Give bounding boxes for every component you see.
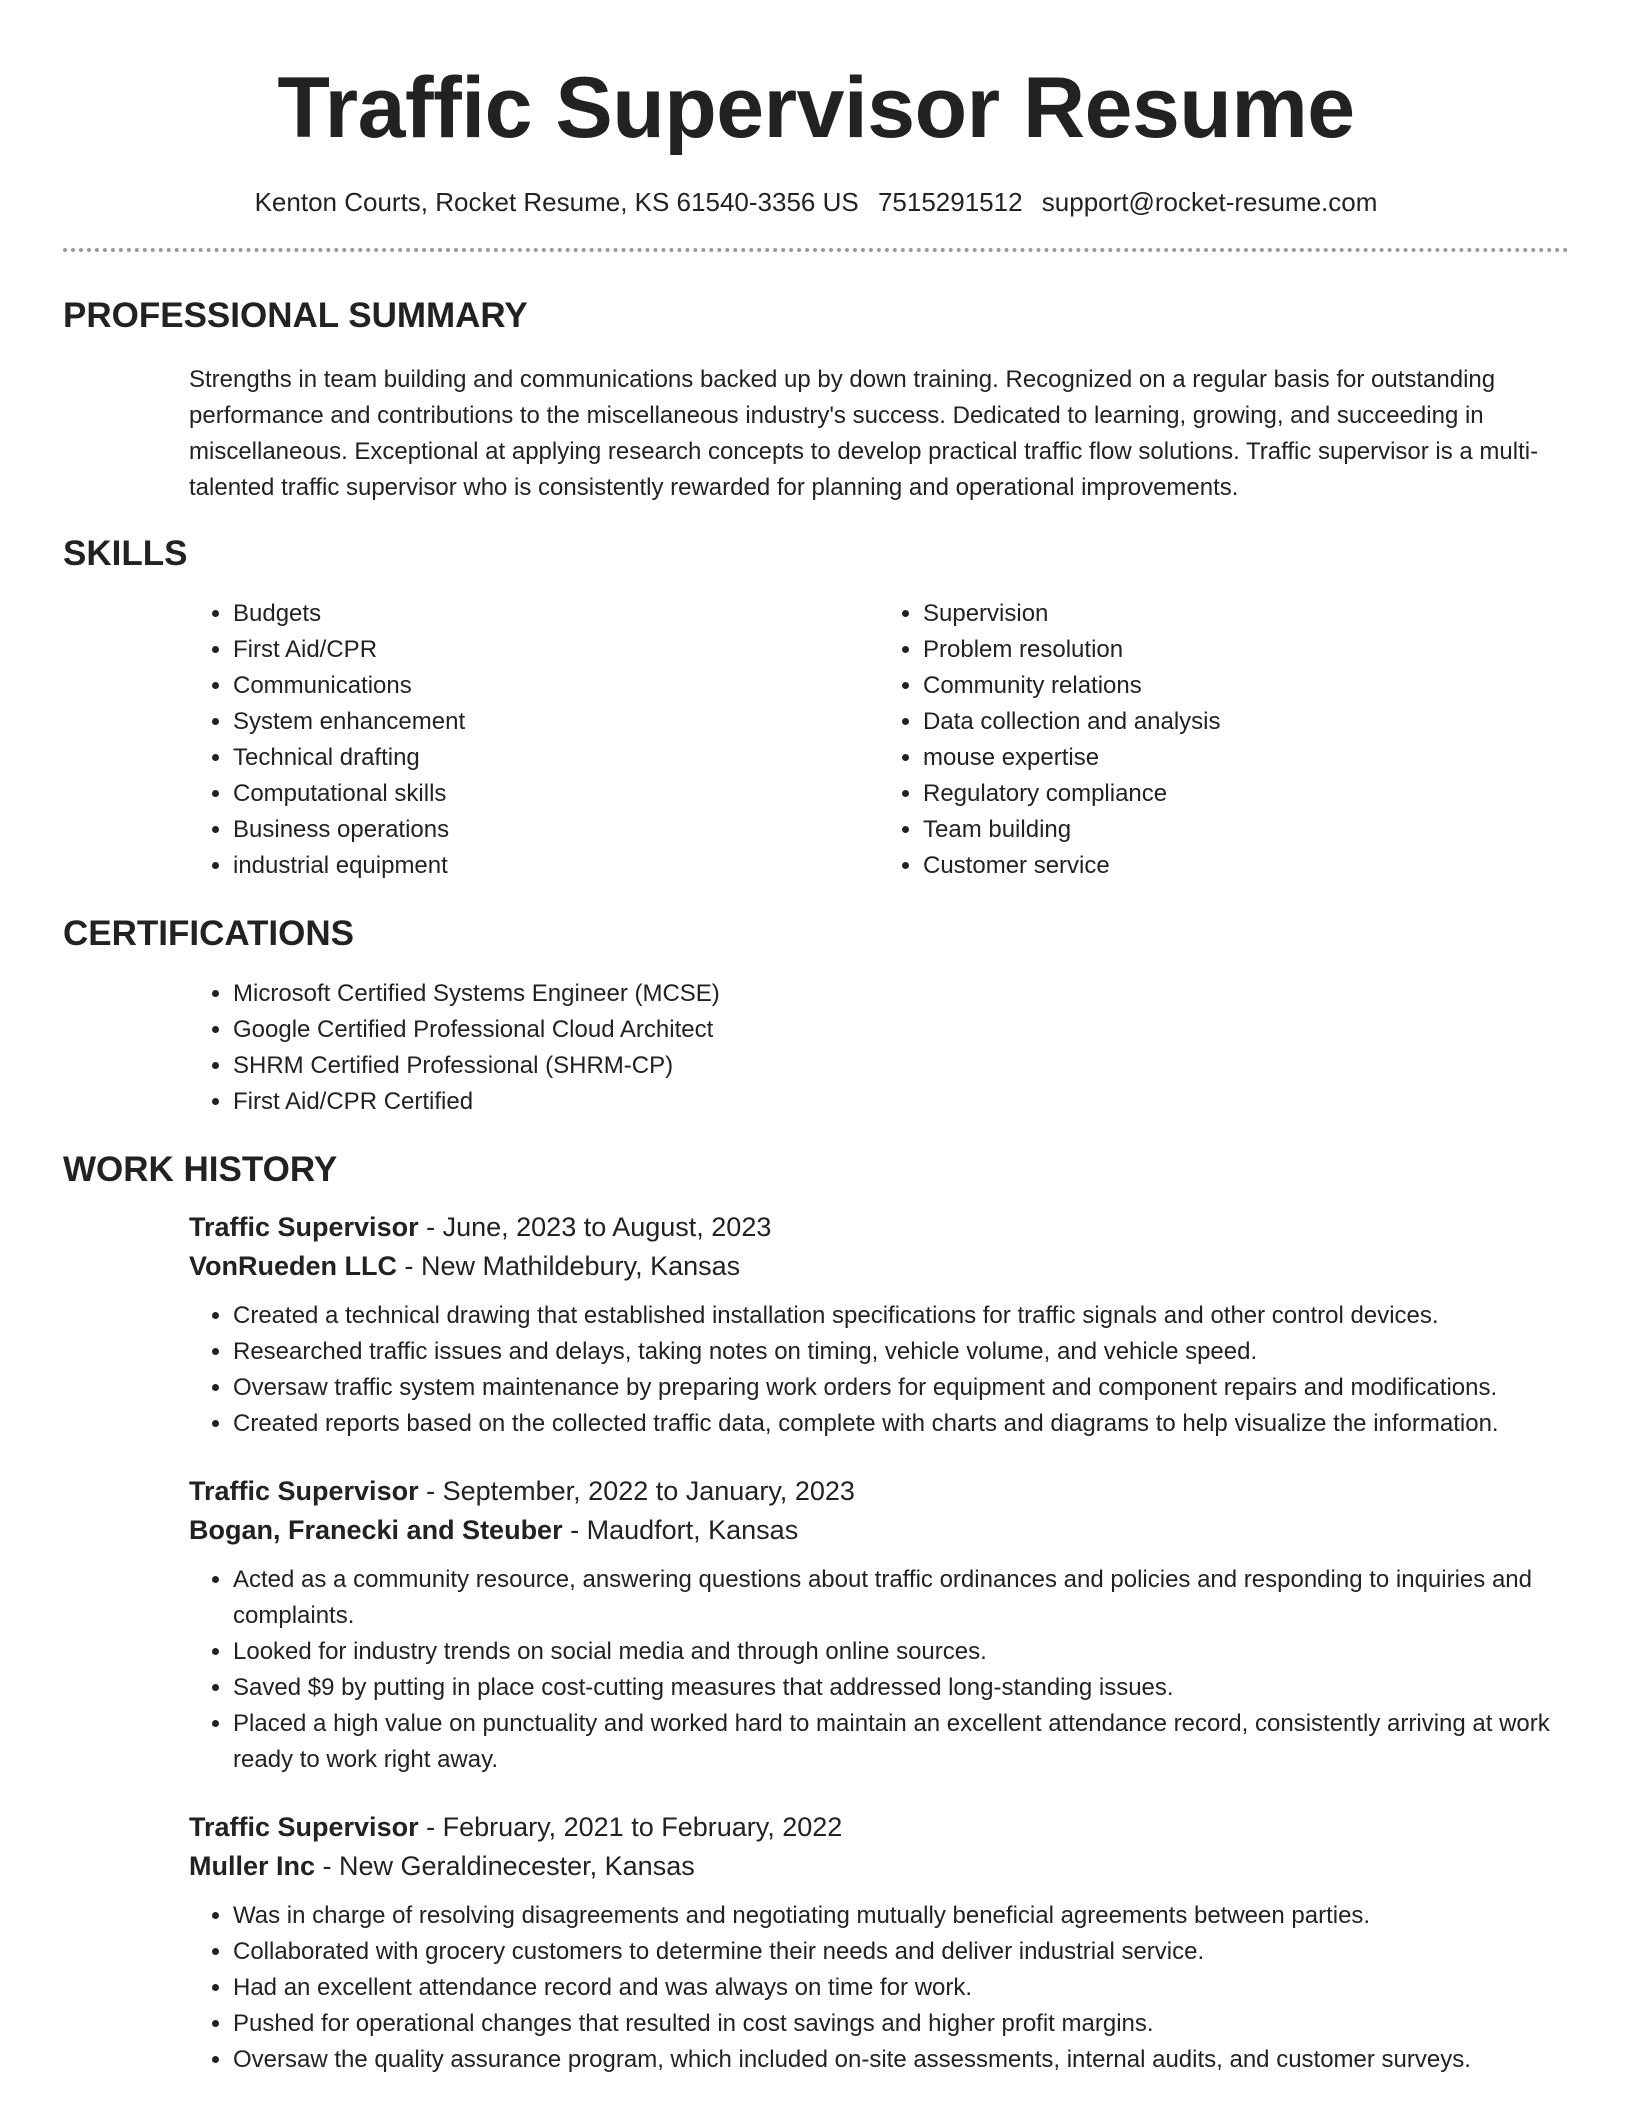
- resume-title: Traffic Supervisor Resume: [277, 60, 1355, 156]
- job-location: - New Mathildebury, Kansas: [396, 1251, 741, 1281]
- skill-item: • Computational skills: [233, 776, 879, 812]
- summary-text: Strengths in team building and communications backed up by down training. Recognized on a regular basis for outstanding performance and contributions to the miscellaneous industry's success. Dedicated to learning, growing, and succeeding in miscellaneous. Exceptional at applying research concepts to develop practical traffic flow solutions. Traffic supervisor is a multi-talented traffic supervisor who is consistently rewarded for planning and operational improvements.: [189, 366, 1539, 501]
- job-bullet: • Placed a high value on punctuality and worked hard to maintain an excellent attendance record, consistently arriving at work ready to work right away.: [233, 1706, 1569, 1778]
- skills-list-right: [879, 596, 1569, 884]
- job-bullet: • Oversaw traffic system maintenance by preparing work orders for equipment and component repairs and modifications.: [233, 1370, 1569, 1406]
- skill-item: • Customer service: [923, 848, 1569, 884]
- job-bullet: • Saved $9 by putting in place cost-cutting measures that addressed long-standing issues.: [233, 1670, 1569, 1706]
- job-location: - Maudfort, Kansas: [562, 1515, 799, 1545]
- job-entry: [189, 1208, 1569, 1442]
- job-bullets: [189, 1898, 1569, 2078]
- contact-line: [63, 186, 1569, 218]
- job-location: - New Geraldinecester, Kansas: [315, 1851, 695, 1881]
- job-company: Bogan, Franecki and Steuber: [189, 1515, 563, 1545]
- skill-item: • System enhancement: [233, 704, 879, 740]
- skills-list-left: [189, 596, 879, 884]
- skills-columns: [189, 596, 1569, 884]
- job-dates: - February, 2021 to February, 2022: [418, 1812, 843, 1842]
- summary-heading: PROFESSIONAL SUMMARY: [63, 296, 528, 335]
- certification-item: • Microsoft Certified Systems Engineer (MCSE): [233, 976, 1569, 1012]
- contact-address: Kenton Courts, Rocket Resume, KS 61540-3356 US: [254, 187, 859, 217]
- work-history-heading: WORK HISTORY: [63, 1150, 338, 1189]
- job-company-line: [189, 1511, 1569, 1550]
- job-bullets: [189, 1298, 1569, 1442]
- job-entry: [189, 1808, 1569, 2078]
- job-company-line: [189, 1847, 1569, 1886]
- skill-item: • Team building: [923, 812, 1569, 848]
- job-title: Traffic Supervisor: [189, 1476, 419, 1506]
- job-dates: - September, 2022 to January, 2023: [418, 1476, 855, 1506]
- summary-section: [63, 362, 1569, 506]
- job-entry: [189, 1472, 1569, 1778]
- job-title: Traffic Supervisor: [189, 1812, 419, 1842]
- skill-item: • Business operations: [233, 812, 879, 848]
- skills-section: [63, 596, 1569, 884]
- skill-item: • Community relations: [923, 668, 1569, 704]
- job-title-line: [189, 1472, 1569, 1511]
- job-company-line: [189, 1247, 1569, 1286]
- job-bullet: • Pushed for operational changes that resulted in cost savings and higher profit margins.: [233, 2006, 1569, 2042]
- job-title-line: [189, 1208, 1569, 1247]
- job-bullets: [189, 1562, 1569, 1778]
- skill-item: • Budgets: [233, 596, 879, 632]
- job-bullet: • Created a technical drawing that established installation specifications for traffic signals and other control devices.: [233, 1298, 1569, 1334]
- skill-item: • Problem resolution: [923, 632, 1569, 668]
- job-bullet: • Collaborated with grocery customers to determine their needs and deliver industrial service.: [233, 1934, 1569, 1970]
- skill-item: • mouse expertise: [923, 740, 1569, 776]
- job-title: Traffic Supervisor: [189, 1212, 419, 1242]
- job-bullet: • Looked for industry trends on social media and through online sources.: [233, 1634, 1569, 1670]
- job-dates: - June, 2023 to August, 2023: [418, 1212, 772, 1242]
- job-bullet: • Created reports based on the collected traffic data, complete with charts and diagrams to help visualize the information.: [233, 1406, 1569, 1442]
- skill-item: • Technical drafting: [233, 740, 879, 776]
- work-history-section: [63, 1208, 1569, 2078]
- contact-phone: 7515291512: [877, 187, 1023, 217]
- skill-item: • industrial equipment: [233, 848, 879, 884]
- job-bullet: • Was in charge of resolving disagreements and negotiating mutually beneficial agreements between parties.: [233, 1898, 1569, 1934]
- contact-email: support@rocket-resume.com: [1041, 187, 1378, 217]
- header-divider: [63, 248, 1569, 252]
- skill-item: • Data collection and analysis: [923, 704, 1569, 740]
- certifications-heading: CERTIFICATIONS: [63, 914, 355, 953]
- job-title-line: [189, 1808, 1569, 1847]
- certification-item: • Google Certified Professional Cloud Architect: [233, 1012, 1569, 1048]
- skill-item: • First Aid/CPR: [233, 632, 879, 668]
- job-bullet: • Had an excellent attendance record and was always on time for work.: [233, 1970, 1569, 2006]
- certifications-section: [63, 976, 1569, 1120]
- job-bullet: • Acted as a community resource, answering questions about traffic ordinances and policies and responding to inquiries and complaints.: [233, 1562, 1569, 1634]
- skill-item: • Supervision: [923, 596, 1569, 632]
- certification-item: • First Aid/CPR Certified: [233, 1084, 1569, 1120]
- job-bullet: • Oversaw the quality assurance program, which included on-site assessments, internal audits, and customer surveys.: [233, 2042, 1569, 2078]
- job-company: Muller Inc: [189, 1851, 316, 1881]
- skill-item: • Regulatory compliance: [923, 776, 1569, 812]
- skill-item: • Communications: [233, 668, 879, 704]
- job-company: VonRueden LLC: [189, 1251, 397, 1281]
- skills-heading: SKILLS: [63, 534, 188, 573]
- certifications-list: [189, 976, 1569, 1120]
- job-bullet: • Researched traffic issues and delays, taking notes on timing, vehicle volume, and vehicle speed.: [233, 1334, 1569, 1370]
- certification-item: • SHRM Certified Professional (SHRM-CP): [233, 1048, 1569, 1084]
